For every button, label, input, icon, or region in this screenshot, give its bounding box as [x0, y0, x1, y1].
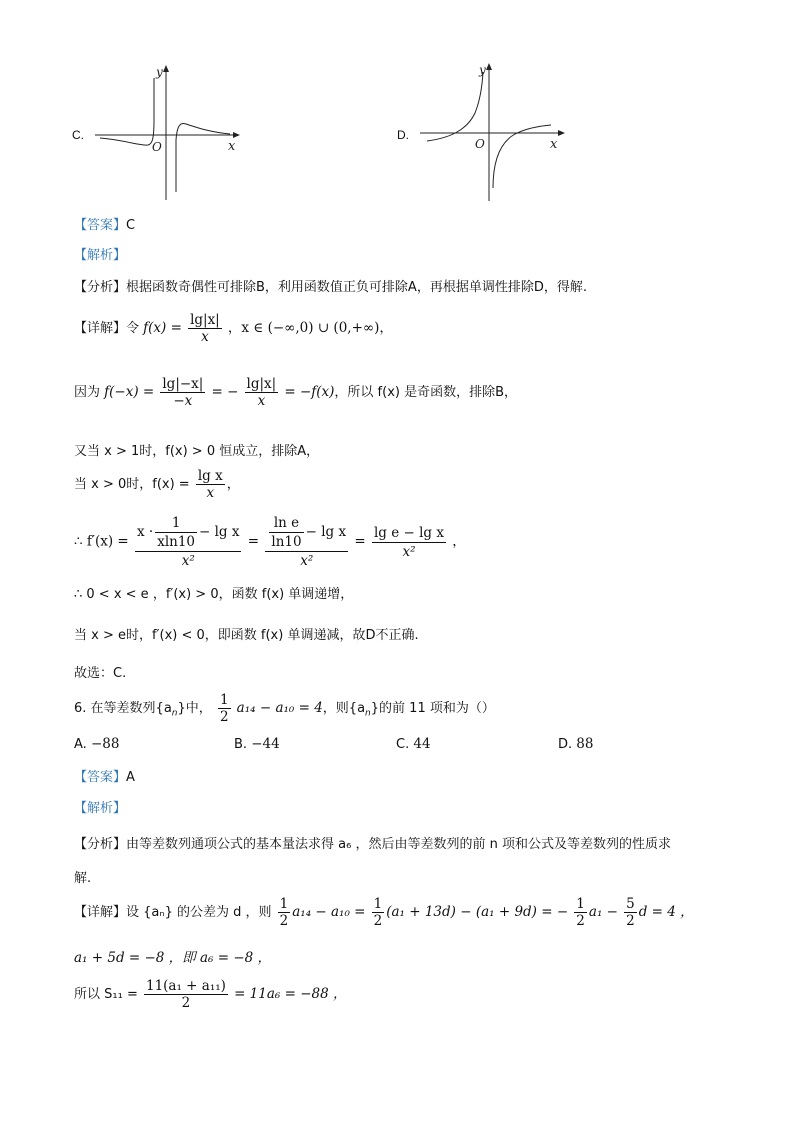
q6-d1-h4d: 2	[626, 913, 635, 929]
q5-l2-frac2	[245, 376, 279, 409]
q6-d3-den: 2	[181, 995, 191, 1011]
q6-d1-d: a₁ −	[588, 904, 618, 920]
q6-answer: A	[126, 770, 135, 785]
q6-d1-frac2	[372, 896, 385, 929]
q6-fenxi-line1	[74, 833, 671, 852]
q6-d1-frac1	[278, 896, 291, 929]
q6-option-a-label: A.	[74, 737, 87, 752]
q6-d3-num: 11(a₁ + a₁₁)	[145, 978, 226, 994]
q5-fenxi-text: 根据函数奇偶性可排除B，利用函数值正负可排除A，再根据单调性排除D，得解.	[126, 280, 587, 295]
x-arrow-d	[558, 130, 565, 136]
q6-d1-h1: 1	[279, 896, 289, 912]
curve-d-right	[493, 125, 551, 188]
q5-l2-den2: x	[257, 393, 266, 409]
q5-detail-line1	[74, 312, 393, 345]
q5-l5-prefix: ∴ f′(x) =	[74, 533, 129, 550]
q5-l2-num1: lg|−x|	[162, 376, 204, 392]
q6-option-c-label: C.	[396, 737, 410, 752]
q6-analysis-line	[74, 797, 126, 816]
q5-l5-inner1-num: 1	[155, 514, 197, 533]
q6-detail-line1	[74, 896, 694, 929]
y-arrow-c	[163, 65, 169, 72]
q5-l5-tail: ，	[452, 533, 466, 550]
q5-l5-d1: x²	[181, 553, 195, 569]
x-arrow-c	[233, 132, 240, 138]
q6-stem-a-sub: n	[171, 708, 178, 719]
q5-l4-tail: ，	[226, 477, 240, 492]
q5-analysis-tag: 【解析】	[74, 248, 127, 263]
q5-answer: C	[126, 218, 136, 233]
q5-l4-den: x	[206, 485, 215, 501]
q6-answer-tag: 【答案】	[74, 770, 127, 785]
q5-detail-line4	[74, 468, 240, 501]
q6-stem-c: ，则{a	[322, 701, 366, 716]
q5-l5-inner1-den: xln10	[157, 534, 196, 550]
q5-l5-inner2-den: ln10	[271, 534, 302, 550]
q5-detail-line8	[74, 662, 126, 681]
x-label-c: x	[228, 139, 236, 154]
q6-stem-expr: a₁₄ − a₁₀ = 4	[236, 700, 323, 716]
q6-option-a-value: −88	[90, 736, 120, 752]
q6-d3-frac	[144, 978, 228, 1011]
q6-stem-a: 在等差数列{a	[90, 701, 172, 716]
q6-detail-tag: 【详解】	[74, 905, 127, 920]
q5-l7-text: 当 x > e时，f′(x) < 0，即函数 f(x) 单调递减，故D不正确.	[74, 628, 419, 643]
q6-option-b-value: −44	[251, 736, 280, 752]
q5-l2-num2: lg|x|	[246, 376, 277, 392]
q6-option-d-value: 88	[576, 736, 594, 752]
q6-fenxi-line1-text: 由等差数列通项公式的基本量法求得 a₆ ，然后由等差数列的前 n 项和公式及等差数列的性质求	[126, 837, 671, 852]
q6-d2-text: a₁ + 5d = −8 ，即 a₆ = −8 ，	[74, 950, 272, 966]
q5-answer-line	[74, 214, 135, 233]
q5-l5-frac2	[265, 514, 348, 570]
q5-l5-inner2-num: ln e	[269, 514, 303, 533]
origin-label-c: O	[152, 140, 162, 154]
q5-analysis-line	[74, 244, 126, 263]
graph-c	[90, 60, 250, 205]
q6-d1-e: d = 4 ，	[638, 904, 694, 920]
option-c-label: C.	[72, 128, 84, 142]
q6-frac-num: 1	[219, 692, 229, 708]
curve-c-right	[176, 124, 230, 192]
q5-fenxi-line	[74, 276, 587, 295]
q6-d1-c: (a₁ + 13d) − (a₁ + 9d) = −	[386, 904, 569, 920]
q5-l4-frac	[196, 468, 225, 501]
q5-detail-line3	[74, 440, 319, 459]
q6-d1-h2: 1	[373, 896, 383, 912]
q6-frac-den: 2	[219, 709, 229, 725]
q5-l1-domain: ，x ∈ (−∞,0) ∪ (0,+∞)，	[227, 320, 393, 336]
q5-l1-fx: f(x) =	[143, 320, 182, 336]
q5-l5-eq1: =	[247, 533, 260, 550]
q6-answer-line	[74, 766, 135, 785]
q6-d1-h3d: 2	[576, 913, 585, 929]
q5-detail-line7	[74, 624, 419, 643]
q6-fenxi-line2	[74, 867, 91, 886]
q5-l5-eq2: =	[354, 533, 366, 550]
q6-stem-b: }中，	[177, 701, 212, 716]
y-label-d: y	[479, 63, 486, 77]
q5-l5-d3: x²	[402, 543, 416, 560]
q6-option-b	[234, 736, 280, 752]
q6-option-d-label: D.	[558, 737, 573, 752]
q6-number: 6.	[74, 701, 87, 716]
q6-d1-a: 设 {aₙ} 的公差为 d ，则	[126, 905, 272, 920]
q5-l5-frac1	[135, 514, 241, 570]
q5-detail-tag: 【详解】	[74, 321, 127, 336]
q5-l1-den: x	[201, 329, 209, 345]
q6-fenxi-tag: 【分析】	[74, 837, 127, 852]
q6-analysis-tag: 【解析】	[74, 801, 127, 816]
q6-d3-b: = 11a₆ = −88 ，	[234, 986, 347, 1002]
q5-l2-frac1	[160, 376, 205, 409]
q5-fenxi-tag: 【分析】	[74, 280, 127, 295]
q6-detail-line3	[74, 978, 347, 1011]
q5-l4-num: lg x	[197, 468, 223, 484]
q5-l2-tail: = −f(x)	[284, 384, 335, 400]
q5-l5-n1a: x ·	[137, 524, 154, 540]
q5-l5-n1b: − lg x	[199, 524, 240, 540]
q5-l5-n2b: − lg x	[305, 524, 347, 540]
q6-fenxi-line2-text: 解.	[74, 871, 92, 886]
q5-l2-text: ，所以 f(x) 是奇函数，排除B，	[334, 385, 518, 400]
q6-stem-c-sub: n	[365, 708, 371, 719]
q5-detail-line6	[74, 583, 353, 602]
q5-l5-n3: lg e − lg x	[373, 524, 444, 541]
q6-d1-h3: 1	[576, 896, 585, 912]
q6-d1-frac3	[574, 896, 587, 929]
q6-d1-h1d: 2	[279, 913, 289, 929]
q6-d1-b: a₁₄ − a₁₀ =	[292, 904, 366, 920]
q5-l6-text: ∴ 0 < x < e ，f′(x) > 0，函数 f(x) 单调递增，	[74, 587, 354, 602]
q6-d1-h4: 5	[626, 896, 635, 912]
graph-d	[415, 58, 575, 206]
q5-l1-frac	[188, 312, 222, 345]
q5-l8-text: 故选：C.	[74, 666, 127, 681]
q5-answer-tag: 【答案】	[74, 218, 127, 233]
q6-option-c-value: 44	[413, 736, 431, 752]
q5-l5-d2: x²	[300, 553, 314, 569]
q5-detail-line2	[74, 376, 517, 409]
q5-l2-fmx: f(−x) =	[104, 384, 155, 400]
q6-detail-line2	[74, 946, 271, 966]
q6-d1-frac4	[624, 896, 637, 929]
x-label-d: x	[550, 137, 558, 152]
option-d-label: D.	[397, 128, 409, 142]
q5-l2-prefix: 因为	[74, 385, 101, 400]
q5-l2-den1: −x	[173, 393, 193, 409]
q5-l5-inner2	[269, 514, 303, 551]
y-arrow-d	[486, 63, 492, 70]
q6-d1-h2d: 2	[373, 913, 383, 929]
q6-option-c	[396, 736, 431, 752]
q5-l4-prefix: 当 x > 0时，f(x) =	[74, 477, 190, 492]
q6-stem-d: }的前 11 项和为（）	[370, 701, 495, 716]
q5-detail-line5	[74, 514, 466, 570]
q5-l5-frac3	[372, 524, 446, 561]
q6-option-b-label: B.	[234, 737, 248, 752]
q5-l2-eq: = −	[211, 384, 239, 400]
q5-l1-num: lg|x|	[190, 312, 220, 328]
origin-label-d: O	[475, 137, 485, 151]
q6-stem-frac	[218, 692, 231, 725]
curve-d-left	[427, 72, 483, 141]
y-label-c: y	[156, 65, 163, 79]
q6-option-a	[74, 736, 119, 752]
q6-d3-a: 所以 S₁₁ =	[74, 987, 138, 1002]
q5-l1-prefix: 令	[126, 321, 140, 336]
q5-l5-inner1	[155, 514, 197, 551]
q5-l3-text: 又当 x > 1时，f(x) > 0 恒成立，排除A，	[74, 444, 320, 459]
q6-stem	[74, 692, 495, 725]
q6-option-d	[558, 736, 593, 752]
